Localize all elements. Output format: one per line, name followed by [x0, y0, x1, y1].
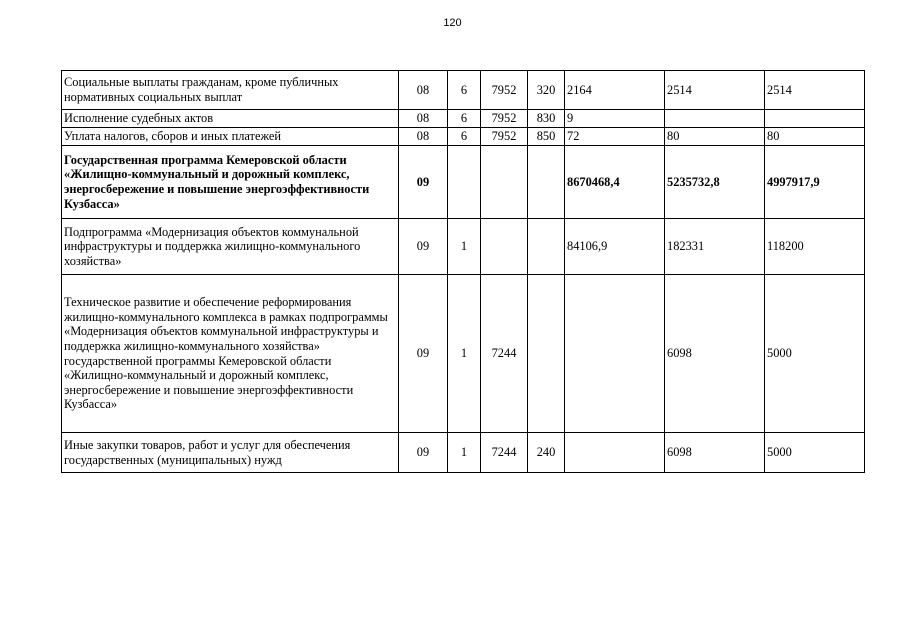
- row-name: Техническое развитие и обеспечение реформирования жилищно-коммунального комплекса в рамках подпрограммы «Модернизация объектов коммунальной инфраструктуры и поддержка жилищно-коммунального хозяйства» государственной программы Кемеровской области «Жилищно-коммунальный и дорожный комплекс, энергосбережение и повышение энергоэффективности Кузбасса»: [62, 275, 399, 433]
- target-code: 7244: [481, 433, 528, 473]
- row-name: Уплата налогов, сборов и иных платежей: [62, 128, 399, 146]
- table-row: [62, 433, 865, 473]
- section-code: 08: [399, 110, 448, 128]
- table-row: [62, 128, 865, 146]
- amount-year-3: 5000: [765, 433, 865, 473]
- subsection-code: 6: [448, 128, 481, 146]
- target-code: 7952: [481, 110, 528, 128]
- amount-year-1: 9: [565, 110, 665, 128]
- page-number: 120: [443, 17, 462, 29]
- amount-year-1: 72: [565, 128, 665, 146]
- section-code: 09: [399, 146, 448, 219]
- subsection-code: [448, 146, 481, 219]
- table-row: [62, 71, 865, 110]
- row-name: Исполнение судебных актов: [62, 110, 399, 128]
- amount-year-3: 2514: [765, 71, 865, 110]
- amount-year-2: 6098: [665, 275, 765, 433]
- amount-year-2: [665, 110, 765, 128]
- expense-type-code: 830: [528, 110, 565, 128]
- table-row: [62, 146, 865, 219]
- amount-year-2: 80: [665, 128, 765, 146]
- target-code: 7952: [481, 71, 528, 110]
- amount-year-1: 8670468,4: [565, 146, 665, 219]
- amount-year-3: [765, 110, 865, 128]
- amount-year-2: 5235732,8: [665, 146, 765, 219]
- amount-year-1: 2164: [565, 71, 665, 110]
- subsection-code: 1: [448, 275, 481, 433]
- target-code: [481, 219, 528, 275]
- amount-year-2: 6098: [665, 433, 765, 473]
- amount-year-1: 84106,9: [565, 219, 665, 275]
- row-name: Иные закупки товаров, работ и услуг для обеспечения государственных (муниципальных) нужд: [62, 433, 399, 473]
- subsection-code: 6: [448, 71, 481, 110]
- expense-type-code: 320: [528, 71, 565, 110]
- amount-year-3: 118200: [765, 219, 865, 275]
- row-name: Социальные выплаты гражданам, кроме публичных нормативных социальных выплат: [62, 71, 399, 110]
- table-row: [62, 275, 865, 433]
- amount-year-3: 80: [765, 128, 865, 146]
- target-code: 7244: [481, 275, 528, 433]
- expense-type-code: [528, 219, 565, 275]
- table-row: [62, 219, 865, 275]
- budget-table: [61, 70, 865, 473]
- amount-year-3: 4997917,9: [765, 146, 865, 219]
- expense-type-code: [528, 146, 565, 219]
- target-code: 7952: [481, 128, 528, 146]
- section-code: 08: [399, 71, 448, 110]
- subsection-code: 1: [448, 433, 481, 473]
- amount-year-1: [565, 433, 665, 473]
- expense-type-code: [528, 275, 565, 433]
- table-row: [62, 110, 865, 128]
- amount-year-1: [565, 275, 665, 433]
- target-code: [481, 146, 528, 219]
- expense-type-code: 850: [528, 128, 565, 146]
- expense-type-code: 240: [528, 433, 565, 473]
- section-code: 09: [399, 219, 448, 275]
- section-code: 09: [399, 275, 448, 433]
- amount-year-2: 2514: [665, 71, 765, 110]
- subsection-code: 6: [448, 110, 481, 128]
- subsection-code: 1: [448, 219, 481, 275]
- row-name: Подпрограмма «Модернизация объектов коммунальной инфраструктуры и поддержка жилищно-коммунального хозяйства»: [62, 219, 399, 275]
- row-name: Государственная программа Кемеровской области «Жилищно-коммунальный и дорожный комплекс, энергосбережение и повышение энергоэффективности Кузбасса»: [62, 146, 399, 219]
- amount-year-2: 182331: [665, 219, 765, 275]
- section-code: 08: [399, 128, 448, 146]
- amount-year-3: 5000: [765, 275, 865, 433]
- section-code: 09: [399, 433, 448, 473]
